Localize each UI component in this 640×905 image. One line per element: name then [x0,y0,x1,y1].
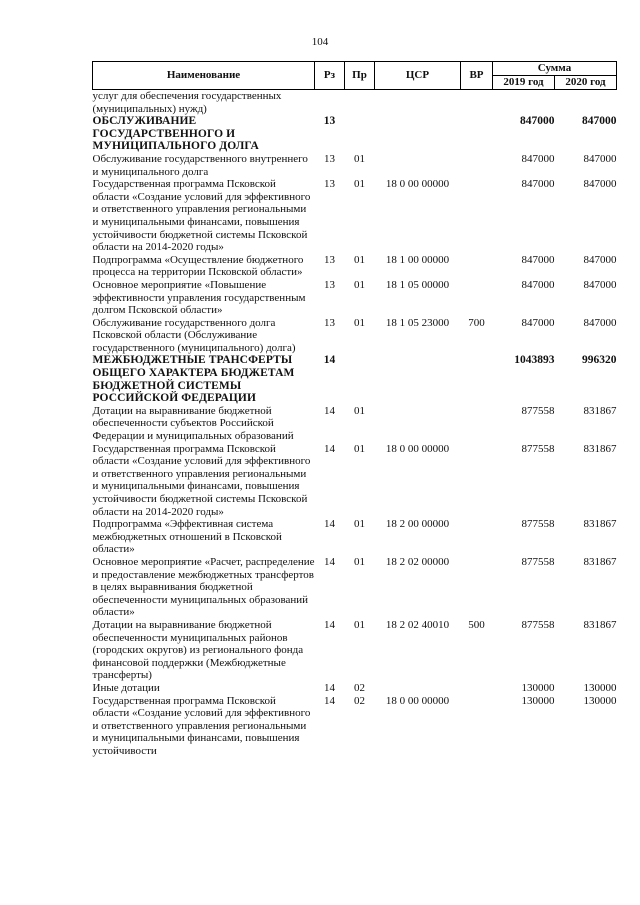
row-rz: 13 [324,152,335,165]
row-sum-2020: 847000 [583,152,617,165]
table-row [93,556,617,619]
table-header [93,62,617,90]
row-sum-2020: 130000 [583,681,617,694]
row-pr: 01 [354,178,365,191]
row-sum-2019: 877558 [521,555,555,568]
row-sum-2019: 130000 [521,694,555,707]
row-sum-2019: 847000 [521,278,555,291]
row-csr: 18 1 00 00000 [385,253,450,266]
row-csr [375,354,461,404]
row-sum-2020: 847000 [583,316,617,329]
table-row [93,153,617,178]
row-vr [461,90,493,116]
row-csr [375,90,461,116]
row-sum-2020: 831867 [583,442,617,455]
row-csr [375,405,461,443]
row-name: Подпрограмма «Осуществление бюджетного процесса на территории Псковской области» [92,253,304,279]
budget-table [92,61,617,757]
table-row [93,619,617,682]
row-name: Иные дотации [92,681,160,694]
row-csr: 18 0 00 00000 [385,178,450,191]
row-sum-2020 [555,90,617,116]
table-row [93,354,617,404]
row-sum-2019: 847000 [521,152,555,165]
table-row [93,518,617,556]
row-rz: 14 [324,555,335,568]
row-vr [461,682,493,695]
row-sum-2019: 1043893 [514,354,555,367]
row-name: Государственная программа Псковской области «Создание условий для эффективного и ответственного управления региональными и муниципальными финансами, повышения устойчивости бюджетной системы Псковской области на 2014-2020 годы» [92,178,311,254]
row-pr: 01 [354,253,365,266]
row-rz: 14 [324,681,335,694]
row-sum-2020: 831867 [583,404,617,417]
row-sum-2020: 831867 [583,555,617,568]
row-pr: 01 [354,518,365,531]
row-sum-2019: 877558 [521,442,555,455]
row-rz: 14 [324,694,335,707]
row-csr: 18 1 05 00000 [385,278,450,291]
table-row [93,682,617,695]
row-vr [461,115,493,153]
row-csr [375,153,461,178]
row-name: Государственная программа Псковской области «Создание условий для эффективного и ответственного управления региональными и муниципальными финансами, повышения устойчивости [92,694,311,757]
row-sum-2020: 847000 [582,115,617,128]
header-2020: 2020 год [555,76,617,90]
row-sum-2019: 877558 [521,518,555,531]
row-csr: 18 0 00 00000 [385,694,450,707]
row-name: Основное мероприятие «Расчет, распределение и предоставление межбюджетных трансфертов в целях выравнивания бюджетной обеспеченности муниципальных образований области» [92,555,315,619]
table-row [93,317,617,355]
row-pr: 01 [354,442,365,455]
table-row [93,443,617,519]
table-row [93,695,617,758]
row-vr [461,556,493,619]
row-sum-2019: 847000 [521,253,555,266]
row-pr: 01 [354,278,365,291]
row-sum-2020: 996320 [582,354,617,367]
row-pr: 01 [354,618,365,631]
row-vr: 700 [468,316,485,329]
row-vr [461,354,493,404]
table-row [93,279,617,317]
header-2019: 2019 год [493,76,555,90]
row-vr: 500 [468,618,485,631]
row-pr: 01 [354,316,365,329]
row-pr: 02 [354,681,365,694]
row-csr: 18 2 00 00000 [385,518,450,531]
row-rz: 13 [324,253,335,266]
row-csr [375,682,461,695]
row-vr [461,279,493,317]
row-csr: 18 1 05 23000 [385,316,450,329]
row-sum-2020: 847000 [583,253,617,266]
row-rz [315,90,345,116]
row-rz: 13 [323,115,336,128]
header-sum: Сумма [493,62,617,76]
header-pr: Пр [345,62,375,90]
table-body [93,90,617,758]
row-vr [461,178,493,254]
row-vr [461,443,493,519]
row-rz: 14 [324,618,335,631]
header-csr: ЦСР [375,62,461,90]
row-sum-2019: 877558 [521,618,555,631]
row-rz: 14 [324,404,335,417]
row-name: Государственная программа Псковской области «Создание условий для эффективного и ответственного управления региональными и муниципальными финансами, повышения устойчивости бюджетной системы Псковской области на 2014-2020 годы» [92,442,311,518]
row-csr: 18 2 02 40010 [385,618,450,631]
row-csr: 18 0 00 00000 [385,442,450,455]
table-row [93,178,617,254]
row-sum-2019: 847000 [520,115,555,128]
row-rz: 14 [324,442,335,455]
row-name: Обслуживание государственного внутреннего и муниципального долга [92,152,308,178]
row-name: ОБСЛУЖИВАНИЕ ГОСУДАРСТВЕННОГО И МУНИЦИПАЛЬНОГО ДОЛГА [92,115,259,153]
header-name: Наименование [93,62,315,90]
table-row [93,405,617,443]
row-name: МЕЖБЮДЖЕТНЫЕ ТРАНСФЕРТЫ ОБЩЕГО ХАРАКТЕРА БЮДЖЕТАМ БЮДЖЕТНОЙ СИСТЕМЫ РОССИЙСКОЙ ФЕДЕРАЦИИ [92,354,295,405]
row-csr [375,115,461,153]
row-sum-2020: 847000 [583,178,617,191]
row-vr [461,518,493,556]
row-sum-2020: 847000 [583,278,617,291]
header-vr: ВР [461,62,493,90]
row-pr [345,90,375,116]
row-rz: 13 [324,178,335,191]
header-rz: Рз [315,62,345,90]
row-rz: 13 [324,316,335,329]
row-pr: 01 [354,555,365,568]
row-sum-2019 [493,90,555,116]
row-sum-2020: 130000 [583,694,617,707]
row-pr: 01 [354,152,365,165]
row-rz: 14 [324,518,335,531]
row-vr [461,254,493,279]
row-name: Подпрограмма «Эффективная система межбюджетных отношений в Псковской области» [92,518,282,556]
row-sum-2020: 831867 [583,618,617,631]
row-pr: 01 [354,404,365,417]
row-rz: 13 [324,278,335,291]
row-name: Обслуживание государственного долга Псковской области (Обслуживание государственного (муниципального) долга) [92,316,296,354]
row-vr [461,153,493,178]
row-sum-2019: 847000 [521,178,555,191]
row-sum-2019: 877558 [521,404,555,417]
row-csr: 18 2 02 00000 [385,555,450,568]
row-sum-2019: 130000 [521,681,555,694]
row-name: Основное мероприятие «Повышение эффективности управления государственным долгом Псковской области» [92,278,306,317]
row-vr [461,695,493,758]
row-pr: 02 [354,694,365,707]
row-pr [345,354,375,404]
row-name: услуг для обеспечения государственных (муниципальных) нужд) [92,90,282,115]
row-sum-2019: 847000 [521,316,555,329]
row-rz: 14 [323,354,336,367]
table-row [93,115,617,153]
row-name: Дотации на выравнивание бюджетной обеспеченности муниципальных районов (городских округов) из регионального фонда финансовой поддержки (Межбюджетные трансферты) [92,618,304,682]
table-row [93,90,617,116]
table-row [93,254,617,279]
row-name: Дотации на выравнивание бюджетной обеспеченности субъектов Российской Федерации и муниципальных образований [92,404,294,443]
row-pr [345,115,375,153]
row-vr [461,405,493,443]
page-number: 104 [311,36,329,48]
row-sum-2020: 831867 [583,518,617,531]
